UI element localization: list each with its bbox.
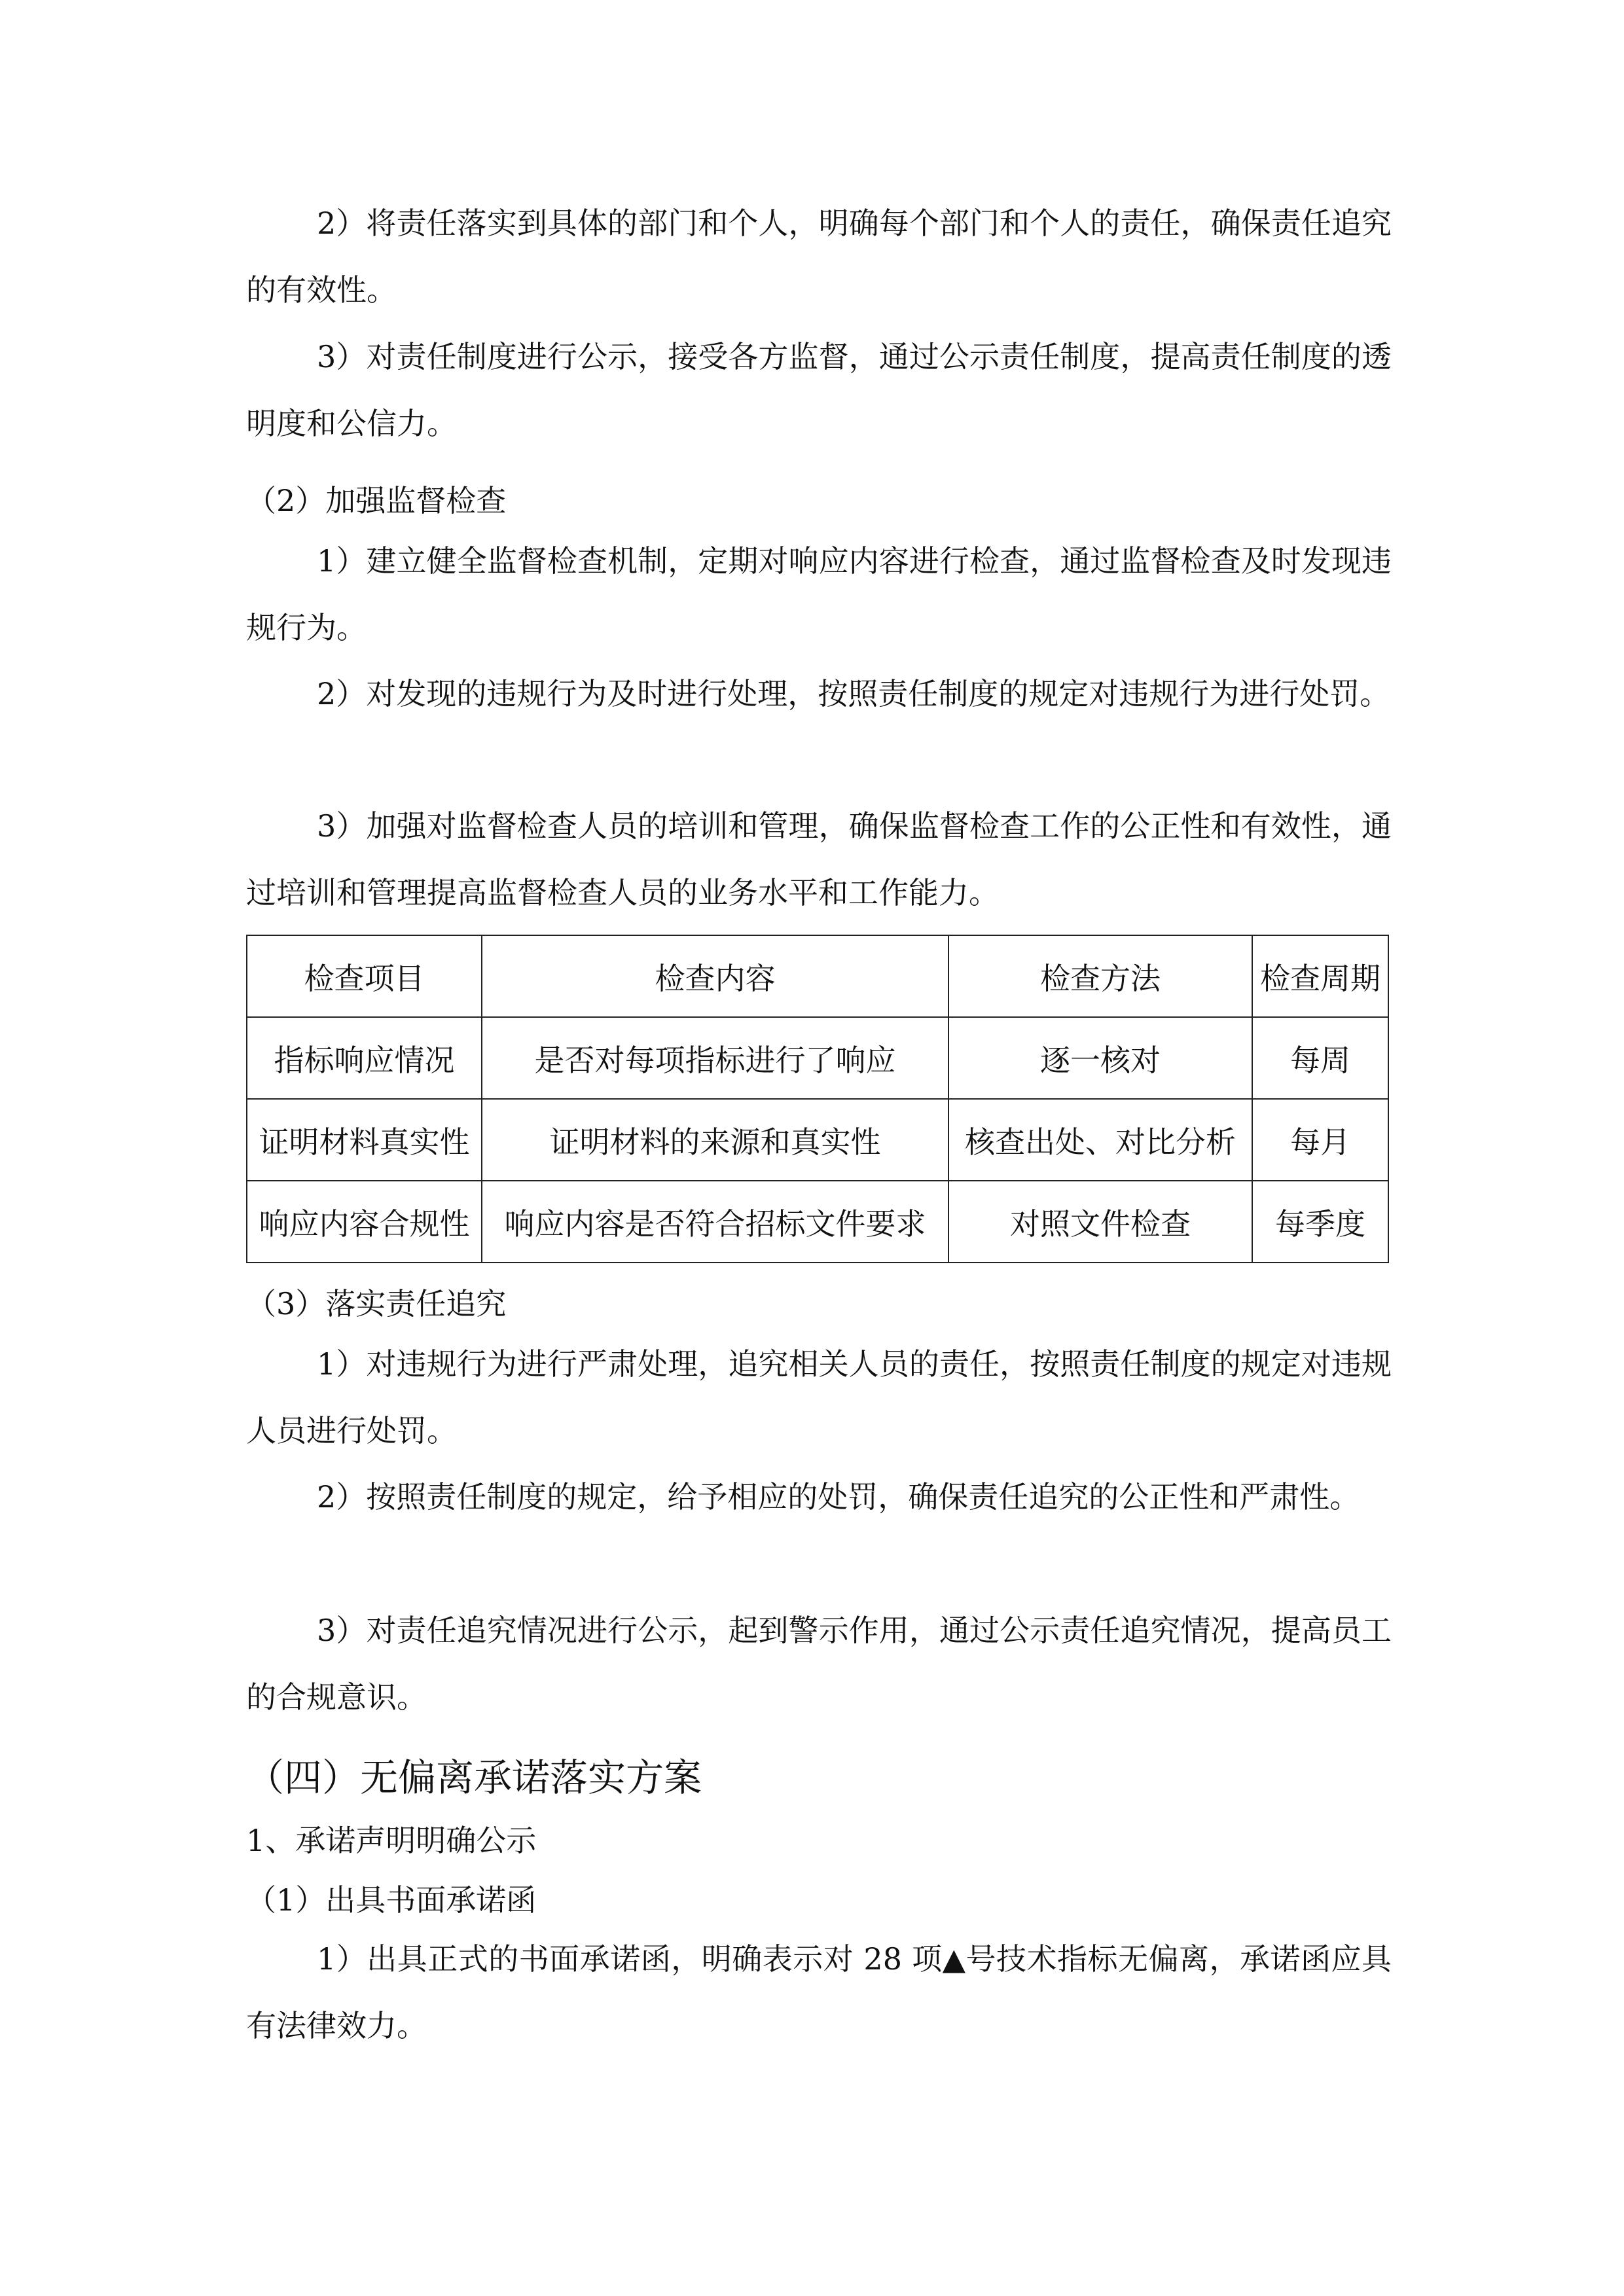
table-cell: 是否对每项指标进行了响应 [482, 1017, 948, 1099]
table-cell: 每季度 [1252, 1181, 1388, 1263]
table-cell: 响应内容是否符合招标文件要求 [482, 1181, 948, 1263]
table-row [247, 1017, 1388, 1099]
table-header-cell: 检查方法 [948, 935, 1252, 1017]
heading-accountability: （3）落实责任追究 [246, 1286, 507, 1321]
table-cell: 证明材料的来源和真实性 [482, 1099, 948, 1181]
paragraph-supervision-2: 2）对发现的违规行为及时进行处理，按照责任制度的规定对违规行为进行处罚。 [317, 676, 1390, 711]
table-row [247, 1099, 1388, 1181]
table-cell: 指标响应情况 [247, 1017, 482, 1099]
section-heading-no-deviation: （四）无偏离承诺落实方案 [246, 1755, 702, 1800]
table-header-cell: 检查项目 [247, 935, 482, 1017]
table-header-row [247, 935, 1388, 1017]
table-header-cell: 检查周期 [1252, 935, 1388, 1017]
table-cell: 响应内容合规性 [247, 1181, 482, 1263]
paragraph-supervision-1: 1）建立健全监督检查机制，定期对响应内容进行检查，通过监督检查及时发现违规行为。 [246, 543, 1392, 645]
table-cell: 核查出处、对比分析 [948, 1099, 1252, 1181]
heading-strengthen-supervision: （2）加强监督检查 [246, 483, 507, 518]
paragraph-accountability-1: 1）对违规行为进行严肃处理，追究相关人员的责任，按照责任制度的规定对违规人员进行处罚。 [246, 1346, 1392, 1448]
table-cell: 每周 [1252, 1017, 1388, 1099]
table-cell: 每月 [1252, 1099, 1388, 1181]
table-cell: 逐一核对 [948, 1017, 1252, 1099]
table-cell: 对照文件检查 [948, 1181, 1252, 1263]
heading-commitment-declaration: 1、承诺声明明确公示 [246, 1823, 537, 1858]
paragraph-accountability-2: 2）按照责任制度的规定，给予相应的处罚，确保责任追究的公正性和严肃性。 [317, 1479, 1360, 1515]
paragraph-accountability-3: 3）对责任追究情况进行公示，起到警示作用，通过公示责任追究情况，提高员工的合规意识。 [246, 1613, 1392, 1715]
inspection-table [246, 935, 1389, 1263]
paragraph-commitment-letter: 1）出具正式的书面承诺函，明确表示对 28 项▲号技术指标无偏离，承诺函应具有法律效力。 [246, 1941, 1392, 2043]
table-cell: 证明材料真实性 [247, 1099, 482, 1181]
paragraph-supervision-3: 3）加强对监督检查人员的培训和管理，确保监督检查工作的公正性和有效性，通过培训和管理提高监督检查人员的业务水平和工作能力。 [246, 808, 1392, 910]
table-header-cell: 检查内容 [482, 935, 948, 1017]
table-row [247, 1181, 1388, 1263]
paragraph-responsibility-3: 3）对责任制度进行公示，接受各方监督，通过公示责任制度，提高责任制度的透明度和公信力。 [246, 339, 1392, 441]
heading-written-commitment: （1）出具书面承诺函 [246, 1882, 537, 1918]
paragraph-responsibility-2: 2）将责任落实到具体的部门和个人，明确每个部门和个人的责任，确保责任追究的有效性。 [246, 206, 1392, 308]
